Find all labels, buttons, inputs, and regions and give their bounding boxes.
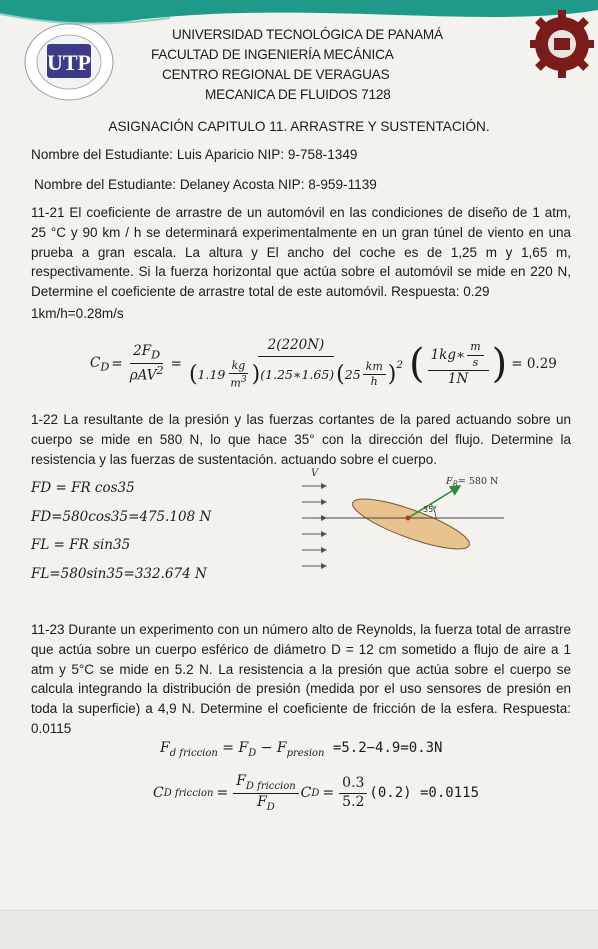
friction-coefficient-equation: C D friccion = $\frac{F_{D friccion}}{F_D}$ C D = $\frac{0.3}{5.2}$ (0.2) =0.0115 <box>153 772 479 813</box>
numeric-ratio-fraction: $\frac{0.3}{5.2}$ <box>339 776 367 810</box>
velocity-label: V <box>311 468 319 479</box>
footer-band <box>0 910 598 949</box>
unit-fraction: 1kg∗ $\frac{m}{s}$ 1N <box>428 341 489 386</box>
drag-force-result: FD=580cos35=475.108 N <box>31 509 212 525</box>
course-name: MECANICA DE FLUIDOS 7128 <box>205 87 391 102</box>
flow-arrows <box>302 486 326 566</box>
substitution-fraction: 2(220N) ( 1.19 $\frac{kg}{m^3}$ ) (1.25∗1.65) ( 25 $\frac{km}{h}$ ) $^2$ <box>188 337 403 390</box>
definition-fraction: $\frac{2F_D}{\rho AV^2}$ <box>129 343 164 384</box>
drag-coefficient-equation: $C_D$ = $\frac{2F_D}{\rho AV^2}$ = 2(220N) ( 1.19 $\frac{kg}{m^3}$ ) (1.25∗1.65) ( 25 $\frac{km}{h}$ ) $^2$ ( 1kg∗ $\frac{m}{s}$ 1N ) = 0.29 <box>90 337 557 390</box>
friction-ratio-fraction: $\frac{F_{D friccion}}{F_D}$ <box>233 774 298 813</box>
problem-11-21-text: 11-21 El coeficiente de arrastre de un automóvil en las condiciones de diseño de 1 atm, 25 °C y 90 km / h se determinará experimentalmente en un gran túnel de viento en una prueba a gran escala. La altura y El ancho del coche es de 1,25 m y 1,65 m, respectivamente. Si la fuerza horizontal que actúa sobre el automóvil se mide en 220 N, Determine el coeficiente de arrastre total de este automóvil. Respuesta: 0.29 <box>31 205 571 300</box>
problem-1-22-text: 1-22 La resultante de la presión y las fuerzas cortantes de la pared actuando sobre un cuerpo se mide en 580 N, lo que hace 35° con la dirección del flujo. Determine la resistencia y las fuerzas de sustentación. actuando sobre el cuerpo. <box>31 412 571 467</box>
friction-force-equation: $F_{d friccion} = F_D - F_{presion} =5.2-4.9=0.3N$ <box>160 740 443 759</box>
lift-force-result: FL=580sin35=332.674 N <box>31 566 207 582</box>
lift-force-formula: FL = FR sin35 <box>31 537 131 553</box>
problem-11-23-text: 11-23 Durante un experimento con un número alto de Reynolds, la fuerza total de arrastre que actúa sobre un cuerpo esférico de diámetro D = 12 cm sometido a flujo de aire a 1 atm y 5°C se mide en 5.2 N. La resistencia a la presión que actúa sobre el cuerpo se calcula integrando la distribución de presión (medida por el uso sensores de presión en toda la superficie) a 4,9 N. Determine el coeficiente de fricción de la esfera. Respuesta: 0.0115 <box>31 622 571 736</box>
drag-force-formula: FD = FR cos35 <box>31 480 135 496</box>
utp-seal-logo <box>22 18 116 102</box>
university-name: UNIVERSIDAD TECNOLÓGICA DE PANAMÁ <box>172 27 443 42</box>
airfoil-body <box>348 490 474 559</box>
application-point <box>406 516 411 521</box>
force-diagram-svg <box>286 464 518 576</box>
student-2: Nombre del Estudiante: Delaney Acosta NIP: 8-959-1139 <box>34 177 377 192</box>
regional-center: CENTRO REGIONAL DE VERAGUAS <box>162 67 390 82</box>
gear-faculty-logo <box>530 4 594 84</box>
resultant-label: $F_R= 580$ N <box>446 476 499 488</box>
svg-text:UTP: UTP <box>47 50 91 75</box>
assignment-title: ASIGNACIÓN CAPITULO 11. ARRASTRE Y SUSTENTACIÓN. <box>108 119 490 134</box>
unit-conversion: 1km/h=0.28m/s <box>31 306 124 321</box>
student-1: Nombre del Estudiante: Luis Aparicio NIP: 9-758-1349 <box>31 147 358 162</box>
faculty-name: FACULTAD DE INGENIERÍA MECÁNICA <box>151 47 394 62</box>
svg-text:· · · · · · · ·: · · · · · · · · <box>57 26 81 32</box>
cd-symbol: $C_D$ <box>90 354 110 374</box>
force-diagram <box>286 464 518 576</box>
angle-label: 35° <box>423 505 438 514</box>
